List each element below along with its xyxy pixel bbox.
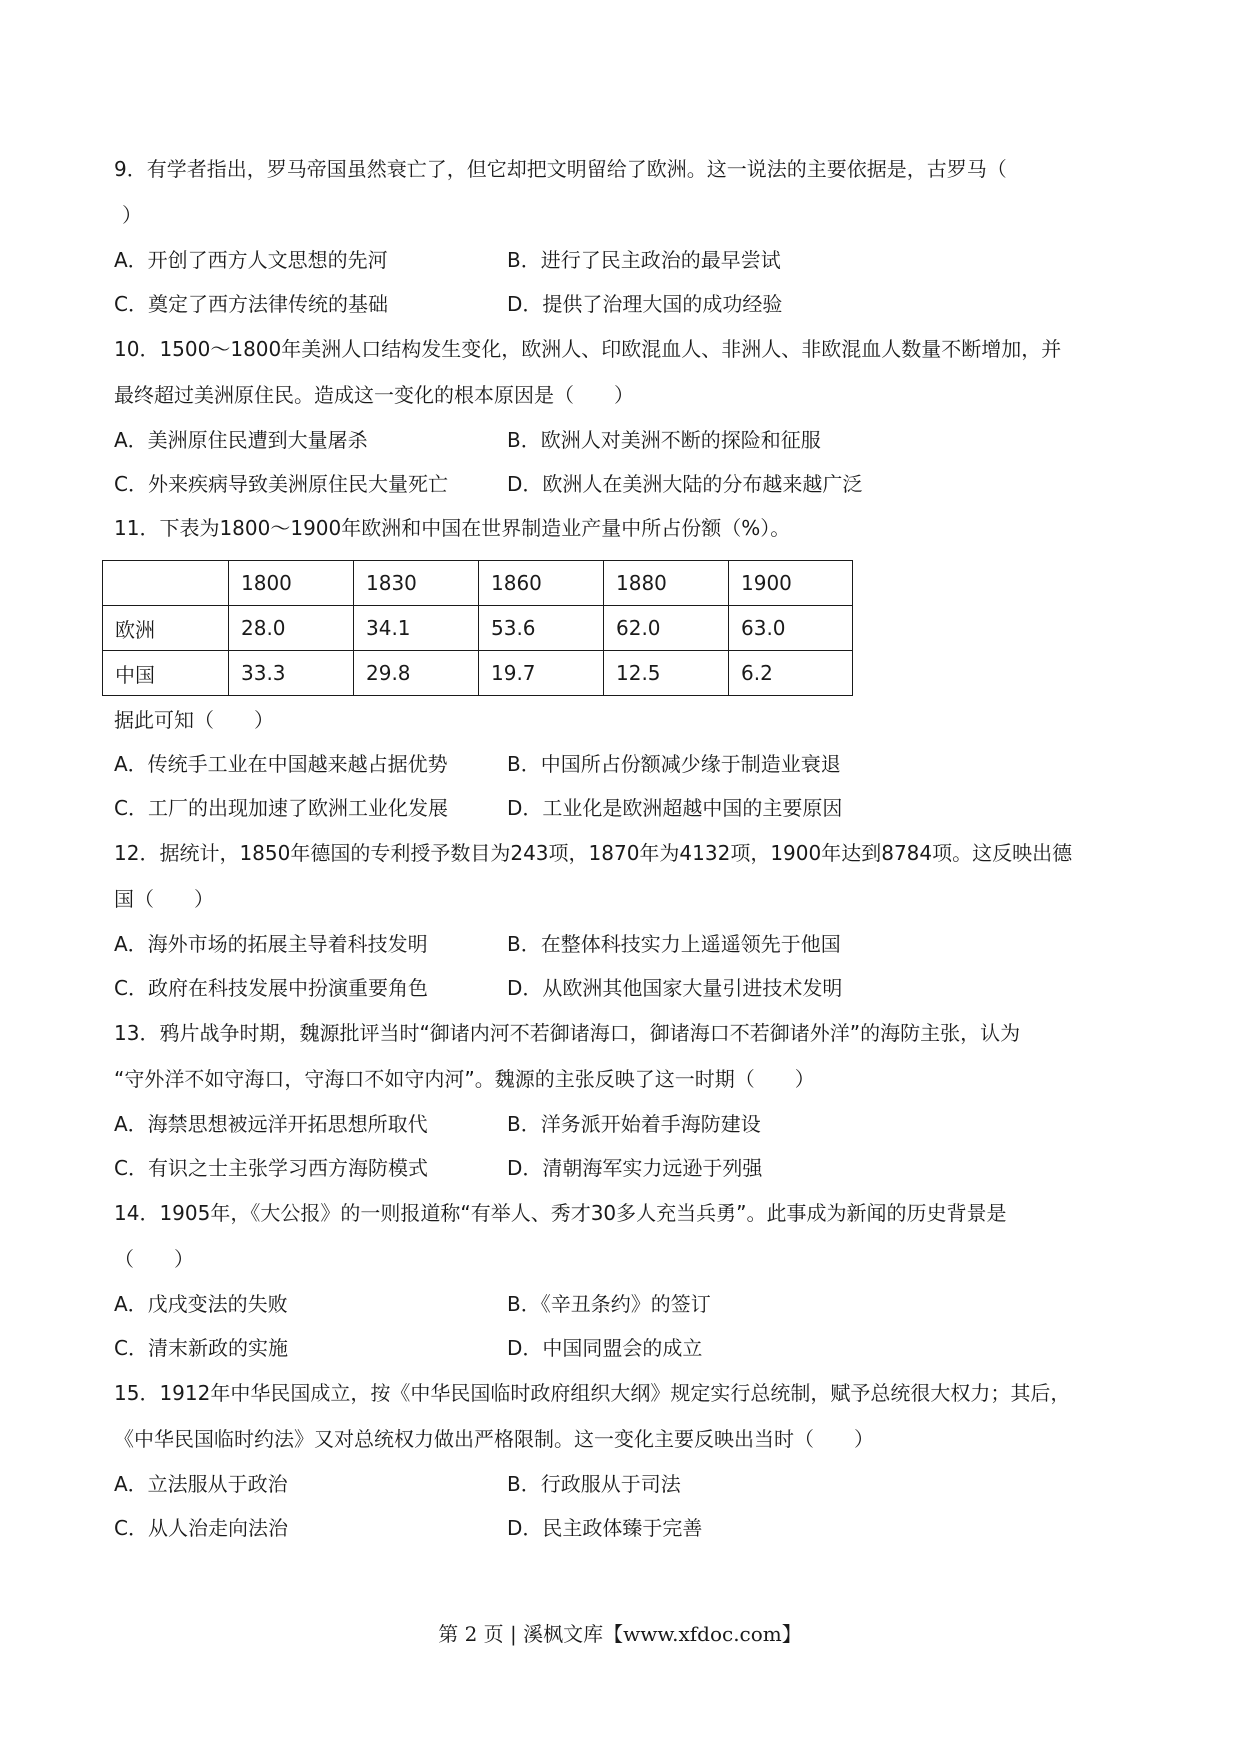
manufacturing-share-table [102,560,853,696]
option-c[interactable]: C．外来疾病导致美洲原住民大量死亡 [114,472,448,496]
option-c[interactable]: C．有识之士主张学习西方海防模式 [114,1156,428,1180]
table-header-cell: 1900 [729,561,853,606]
option-row [114,922,1134,966]
option-c[interactable]: C．政府在科技发展中扮演重要角色 [114,976,428,1000]
option-c[interactable]: C．清末新政的实施 [114,1336,288,1360]
question-stem-continued: “守外洋不如守海口，守海口不如守内河”。魏源的主张反映了这一时期（ ） [114,1067,815,1091]
option-row [114,238,1134,282]
option-b[interactable]: B．行政服从于司法 [507,1472,681,1496]
option-d[interactable]: D．从欧洲其他国家大量引进技术发明 [507,976,843,1000]
option-d[interactable]: D．清朝海军实力远逊于列强 [507,1156,763,1180]
option-a[interactable]: A．戊戌变法的失败 [114,1292,288,1316]
table-cell: 53.6 [479,606,604,651]
table-row [103,606,853,651]
option-row [114,1462,1134,1506]
option-d[interactable]: D．提供了治理大国的成功经验 [507,292,783,316]
question-10 [114,326,1134,506]
page-footer: 第 2 页 | 溪枫文库【www.xfdoc.com】 [438,1622,802,1646]
option-row [114,1102,1134,1146]
option-d[interactable]: D．工业化是欧洲超越中国的主要原因 [507,796,843,820]
option-c[interactable]: C．工厂的出现加速了欧洲工业化发展 [114,796,448,820]
option-row [114,966,1134,1010]
question-stem: 9．有学者指出，罗马帝国虽然衰亡了，但它却把文明留给了欧洲。这一说法的主要依据是，古罗马（ [114,157,1007,181]
question-9 [114,146,1134,326]
question-stem-continued: 《中华民国临时约法》又对总统权力做出严格限制。这一变化主要反映出当时（ ） [114,1427,874,1451]
option-b[interactable]: B．《辛丑条约》的签订 [507,1292,711,1316]
option-a[interactable]: A．开创了西方人文思想的先河 [114,248,388,272]
option-b[interactable]: B．中国所占份额减少缘于制造业衰退 [507,752,841,776]
question-stem: 12．据统计，1850年德国的专利授予数目为243项，1870年为4132项，1900年达到8784项。这反映出德 [114,841,1073,865]
option-row [114,742,1134,786]
table-cell: 28.0 [229,606,354,651]
option-b[interactable]: B．在整体科技实力上遥遥领先于他国 [507,932,841,956]
table-cell: 29.8 [354,651,479,696]
option-a[interactable]: A．海禁思想被远洋开拓思想所取代 [114,1112,428,1136]
option-a[interactable]: A．传统手工业在中国越来越占据优势 [114,752,448,776]
option-row [114,1506,1134,1550]
table-header-cell: 1880 [604,561,729,606]
option-a[interactable]: A．立法服从于政治 [114,1472,288,1496]
option-row [114,1326,1134,1370]
table-header-cell: 1830 [354,561,479,606]
question-stem-continued: 国（ ） [114,887,214,911]
table-row-label: 欧洲 [103,606,229,651]
table-header-cell: 1800 [229,561,354,606]
option-b[interactable]: B．进行了民主政治的最早尝试 [507,248,781,272]
table-cell [103,561,229,606]
option-row [114,786,1134,830]
table-cell: 6.2 [729,651,853,696]
table-header-cell: 1860 [479,561,604,606]
option-d[interactable]: D．中国同盟会的成立 [507,1336,703,1360]
option-row [114,462,1134,506]
question-12 [114,830,1134,1010]
table-row-label: 中国 [103,651,229,696]
question-stem: 10．1500～1800年美洲人口结构发生变化，欧洲人、印欧混血人、非洲人、非欧混血人数量不断增加，并 [114,337,1062,361]
question-stem-continued: （ ） [114,1247,194,1271]
option-b[interactable]: B．欧洲人对美洲不断的探险和征服 [507,428,821,452]
question-list [114,146,1134,1550]
table-row [103,651,853,696]
question-stem: 13．鸦片战争时期，魏源批评当时“御诸内河不若御诸海口，御诸海口不若御诸外洋”的海防主张，认为 [114,1021,1021,1045]
question-stem-continued: 最终超过美洲原住民。造成这一变化的根本原因是（ ） [114,383,634,407]
option-row [114,1282,1134,1326]
question-stem-continued: 据此可知（ ） [114,708,274,732]
option-c[interactable]: C．从人治走向法治 [114,1516,288,1540]
option-d[interactable]: D．欧洲人在美洲大陆的分布越来越广泛 [507,472,863,496]
option-b[interactable]: B．洋务派开始着手海防建设 [507,1112,761,1136]
option-row [114,418,1134,462]
table-header-row [103,561,853,606]
question-stem: 14．1905年，《大公报》的一则报道称“有举人、秀才30多人充当兵勇”。此事成为新闻的历史背景是 [114,1201,1007,1225]
option-a[interactable]: A．海外市场的拓展主导着科技发明 [114,932,428,956]
table-cell: 12.5 [604,651,729,696]
table-cell: 33.3 [229,651,354,696]
question-stem-continued: ） [122,203,142,227]
table-cell: 62.0 [604,606,729,651]
question-11 [114,506,1134,830]
question-stem: 15．1912年中华民国成立，按《中华民国临时政府组织大纲》规定实行总统制，赋予总统很大权力；其后， [114,1381,1071,1405]
question-stem: 11．下表为1800～1900年欧洲和中国在世界制造业产量中所占份额（%）。 [114,516,791,540]
table-cell: 19.7 [479,651,604,696]
option-d[interactable]: D．民主政体臻于完善 [507,1516,703,1540]
option-row [114,1146,1134,1190]
option-a[interactable]: A．美洲原住民遭到大量屠杀 [114,428,368,452]
question-14 [114,1190,1134,1370]
option-c[interactable]: C．奠定了西方法律传统的基础 [114,292,388,316]
question-13 [114,1010,1134,1190]
option-row [114,282,1134,326]
table-cell: 34.1 [354,606,479,651]
table-cell: 63.0 [729,606,853,651]
question-15 [114,1370,1134,1550]
